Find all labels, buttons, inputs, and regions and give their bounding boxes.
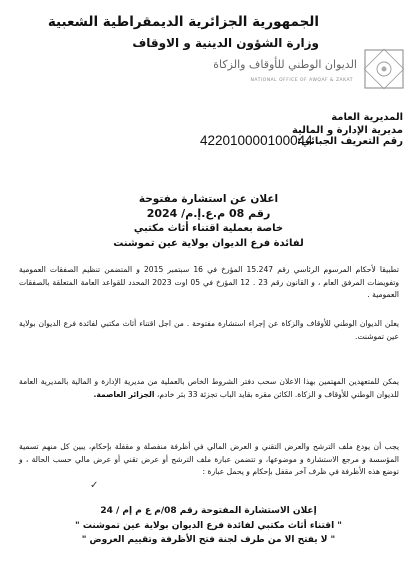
republic-heading: الجمهورية الجزائرية الديمقراطية الشعبية xyxy=(47,14,319,30)
legal-basis-paragraph: تطبيقا لأحكام المرسوم الرئاسي رقم 15.247 المؤرخ في 16 سبتمبر 2015 و المتضمن تنظيم الصفقات العمومية وتفويضات المرفق العام ، و القانون رقم 23 . 12 المؤرخ في 05 اوت 2023 المحدد للقواعد العامة المتعلقة بالصفقات العمومية . xyxy=(19,265,399,299)
specifications-text: يمكن للمتعهدين المهتمين بهذا الاعلان سحب دفتر الشروط الخاص بالعملية من مديرية الإدارة و المالية بالمديرية العامة للديوان الوطني للأوقاف و الزكاة. الكائن مقره بقايد الباب تجزئة 33 بئر خادم، xyxy=(19,377,399,399)
announcement-subject: خاصة بعملية اقتناء أثاث مكتبي xyxy=(133,223,284,234)
announcement-title: اعلان عن استشارة مفتوحة xyxy=(138,193,279,205)
announcement-beneficiary: لفائدة فرع الديوان بولاية عين تموشنت xyxy=(113,238,304,249)
office-name-english: NATIONAL OFFICE OF AWQAF & ZAKAT xyxy=(250,78,353,83)
specifications-paragraph xyxy=(19,376,399,401)
office-name-arabic: الديوان الوطني للأوقاف والزكاة xyxy=(213,58,357,71)
checkmark-icon: ✓ xyxy=(90,480,99,491)
office-emblem-icon xyxy=(361,46,407,92)
announcement-reference: رقم 08 م.ع.إ.م/ 2024 xyxy=(146,207,271,220)
ministry-heading: وزارة الشؤون الدينية و الاوقاف xyxy=(132,36,319,50)
announcement-paragraph: يعلن الديوان الوطني للأوقاف والزكاة عن إجراء استشارة مفتوحة . من اجل اقتناء أثاث مكتبي لفائدة فرع الديوان بولاية عين تموشنت. xyxy=(19,319,399,341)
tax-id-label: رقم التعريف الجبائي: xyxy=(296,136,403,147)
directorate-label: المديرية العامة xyxy=(331,112,403,123)
specifications-city: الجزائر العاصمة. xyxy=(93,389,155,399)
envelope-label-line1: إعلان الاستشارة المفتوحة رقم 08/م ع م إم / 24 xyxy=(100,506,317,516)
submission-paragraph: يجب أن يودع ملف الترشح والعرض التقني و العرض المالي في أظرفة منفصلة و مقفلة بإحكام، يبين كل منهم تسمية المؤسسة و مرجع الاستشارة و موضوعها، و تتضمن عبارة ملف الترشح أو عرض تقني أو عرض مالي حسب الحالة ، و توضع هذه الأظرفة في ظرف آخر مقفل بإحكام و يحمل عبارة : xyxy=(19,442,399,476)
envelope-label-line3: " لا يفتح الا من طرف لجنة فتح الأظرفة وتقييم العروض " xyxy=(81,535,336,545)
sub-directorate-label: مديرية الإدارة و المالية xyxy=(291,125,403,136)
tax-id-number: 422010000100044 xyxy=(200,133,313,148)
envelope-label-line2: " اقتناء أثاث مكتبي لفائدة فرع الديوان بولاية عين تموشنت " xyxy=(75,521,342,531)
